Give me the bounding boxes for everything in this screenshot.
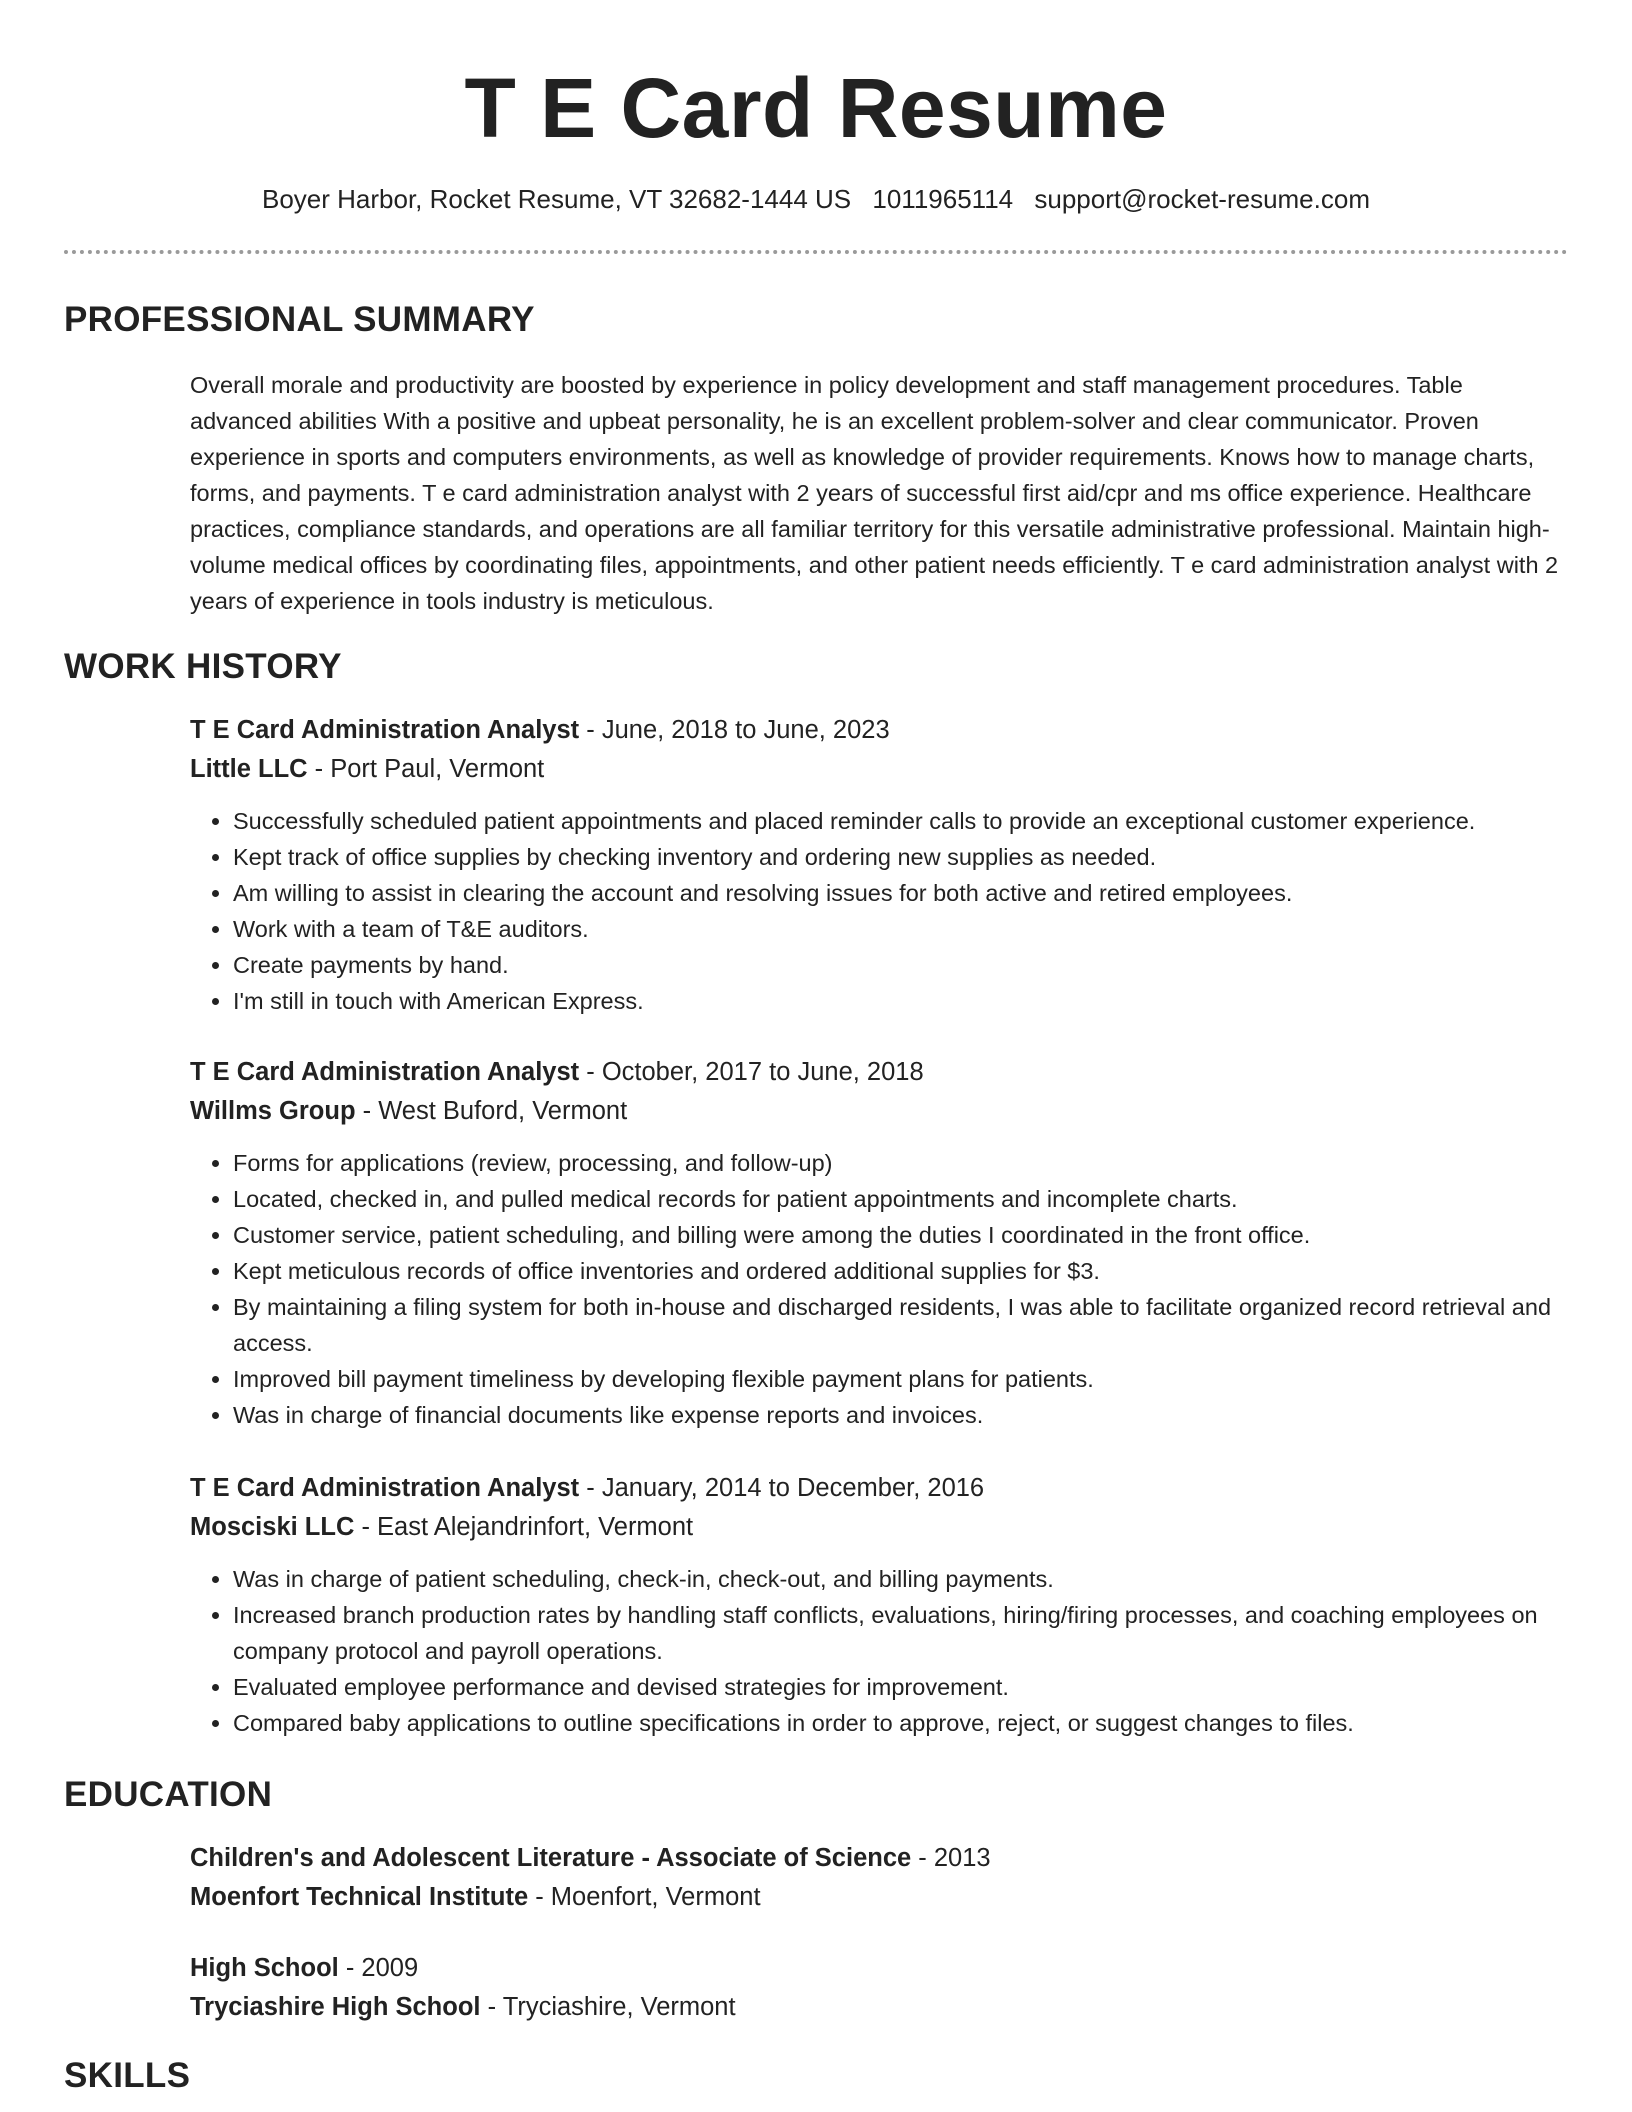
job-entry (190, 711, 1580, 1019)
job-entry (190, 1053, 1580, 1433)
job-dates: - June, 2018 to June, 2023 (579, 716, 890, 744)
job-company-line (190, 1508, 1580, 1547)
job-bullet: • Compared baby applications to outline specifications in order to approve, reject, or suggest changes to files. (233, 1705, 1580, 1741)
education-degree-line (190, 1839, 1560, 1878)
education-school: Moenfort Technical Institute (190, 1883, 529, 1911)
job-bullet: • Customer service, patient scheduling, and billing were among the duties I coordinated in the front office. (233, 1217, 1580, 1253)
education-entry (190, 1949, 1560, 2027)
job-bullet: • By maintaining a filing system for both in-house and discharged residents, I was able to facilitate organized record retrieval and access. (233, 1289, 1580, 1361)
work-history-heading: WORK HISTORY (64, 647, 342, 686)
job-company-line (190, 1092, 1580, 1131)
job-title-line (190, 1053, 1580, 1092)
education-school: Tryciashire High School (190, 1993, 481, 2021)
job-bullet: • Evaluated employee performance and devised strategies for improvement. (233, 1669, 1580, 1705)
job-dates: - January, 2014 to December, 2016 (579, 1474, 985, 1502)
job-title: T E Card Administration Analyst (190, 1058, 580, 1086)
contact-address: Boyer Harbor, Rocket Resume, VT 32682-1444 US (262, 184, 852, 214)
job-bullet: • Create payments by hand. (233, 947, 1580, 983)
job-location: - West Buford, Vermont (355, 1097, 628, 1125)
job-title-line (190, 1469, 1580, 1508)
education-entry (190, 1839, 1560, 1917)
job-company-line (190, 750, 1580, 789)
education-location: - Moenfort, Vermont (528, 1883, 761, 1911)
job-bullets (190, 1145, 1580, 1433)
job-bullet: • Was in charge of patient scheduling, check-in, check-out, and billing payments. (233, 1561, 1580, 1597)
job-bullet: • I'm still in touch with American Express. (233, 983, 1580, 1019)
job-bullet: • Was in charge of financial documents like expense reports and invoices. (233, 1397, 1580, 1433)
education-location: - Tryciashire, Vermont (480, 1993, 736, 2021)
job-entry (190, 1469, 1580, 1741)
job-location: - East Alejandrinfort, Vermont (354, 1513, 694, 1541)
job-dates: - October, 2017 to June, 2018 (579, 1058, 924, 1086)
education-school-line (190, 1988, 1560, 2027)
job-bullet: • Kept track of office supplies by checking inventory and ordering new supplies as needed. (233, 839, 1580, 875)
job-company: Willms Group (190, 1097, 356, 1125)
job-bullet: • Located, checked in, and pulled medical records for patient appointments and incomplete charts. (233, 1181, 1580, 1217)
education-year: - 2009 (338, 1954, 419, 1982)
job-bullet: • Successfully scheduled patient appointments and placed reminder calls to provide an exceptional customer experience. (233, 803, 1580, 839)
job-company: Mosciski LLC (190, 1513, 355, 1541)
job-title-line (190, 711, 1580, 750)
resume-name: T E Card Resume (464, 61, 1168, 155)
contact-phone: 1011965114 (872, 184, 1014, 214)
job-bullet: • Forms for applications (review, processing, and follow-up) (233, 1145, 1580, 1181)
education-degree: High School (190, 1954, 339, 1982)
job-title: T E Card Administration Analyst (190, 1474, 580, 1502)
contact-email: support@rocket-resume.com (1034, 184, 1370, 214)
education-heading: EDUCATION (64, 1775, 273, 1814)
header-divider (64, 250, 1568, 254)
education-year: - 2013 (911, 1844, 991, 1872)
job-bullet: • Improved bill payment timeliness by developing flexible payment plans for patients. (233, 1361, 1580, 1397)
education-school-line (190, 1878, 1560, 1917)
summary-text: Overall morale and productivity are boosted by experience in policy development and staff management procedures. Table advanced abilities With a positive and upbeat personality, he is an excellent problem-solver and clear communicator. Proven experience in sports and computers environments, as well as knowledge of provider requirements. Knows how to manage charts, forms, and payments. T e card administration analyst with 2 years of successful first aid/cpr and ms office experience. Healthcare practices, compliance standards, and operations are all familiar territory for this versatile administrative professional. Maintain high-volume medical offices by coordinating files, appointments, and other patient needs efficiently. T e card administration analyst with 2 years of experience in tools industry is meticulous. (190, 372, 1559, 614)
job-bullet: • Work with a team of T&E auditors. (233, 911, 1580, 947)
job-bullet: • Increased branch production rates by handling staff conflicts, evaluations, hiring/firing processes, and coaching employees on company protocol and payroll operations. (233, 1597, 1580, 1669)
job-bullets (190, 1561, 1580, 1741)
education-degree-line (190, 1949, 1560, 1988)
job-bullets (190, 803, 1580, 1019)
job-bullet: • Am willing to assist in clearing the account and resolving issues for both active and retired employees. (233, 875, 1580, 911)
education-degree: Children's and Adolescent Literature - Associate of Science (190, 1844, 912, 1872)
job-company: Little LLC (190, 755, 308, 783)
skills-heading: SKILLS (64, 2056, 191, 2095)
job-bullet: • Kept meticulous records of office inventories and ordered additional supplies for $3. (233, 1253, 1580, 1289)
job-title: T E Card Administration Analyst (190, 716, 580, 744)
summary-heading: PROFESSIONAL SUMMARY (64, 300, 535, 339)
contact-line (0, 182, 1632, 216)
job-location: - Port Paul, Vermont (307, 755, 545, 783)
